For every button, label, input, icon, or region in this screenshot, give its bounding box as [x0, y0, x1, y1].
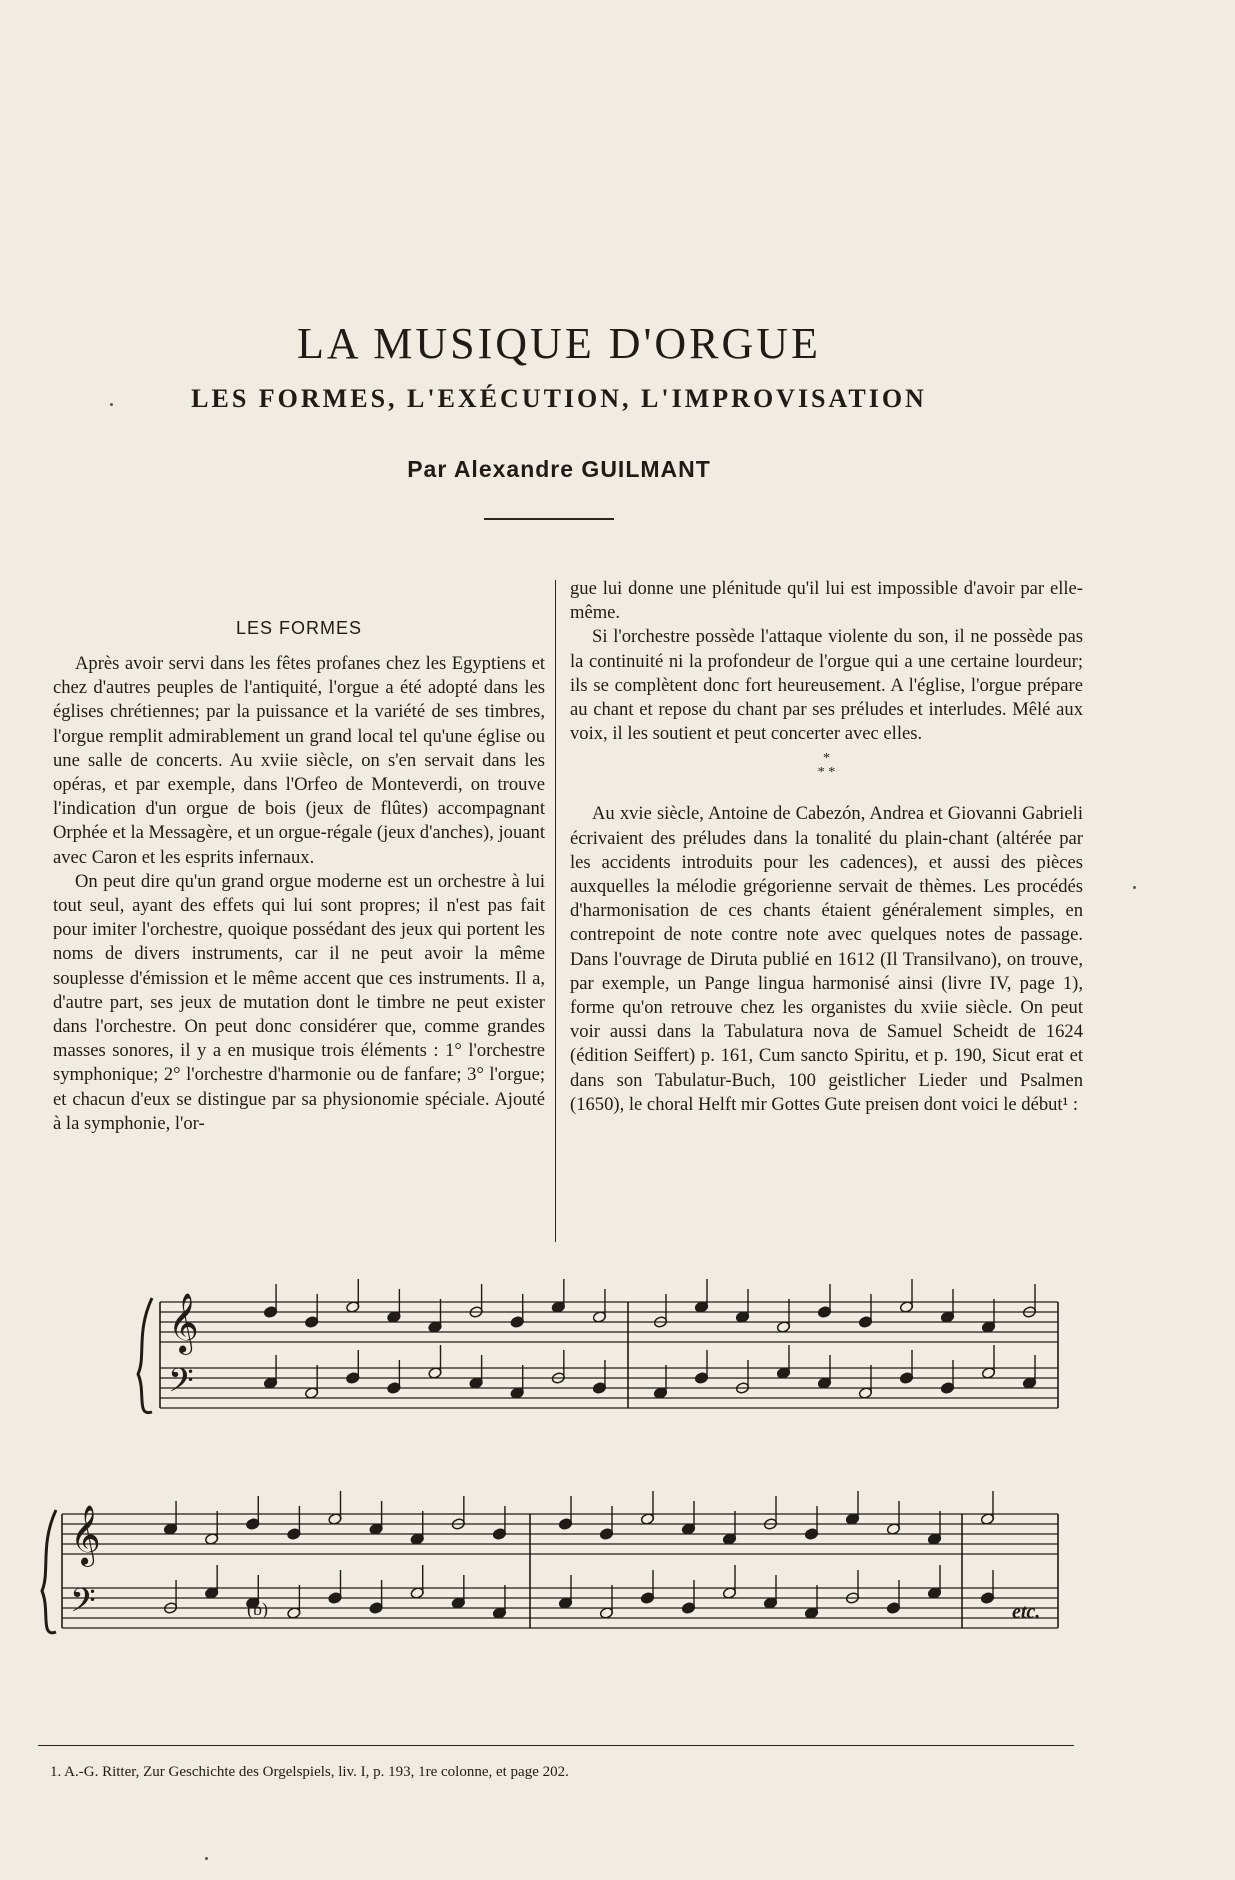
asterism-bottom: * * — [817, 765, 836, 781]
paper-speck — [205, 1857, 208, 1860]
right-column — [570, 577, 1083, 1117]
brace — [42, 1510, 56, 1633]
etc-label: etc. — [1012, 1601, 1041, 1623]
treble-clef: 𝄞 — [70, 1505, 101, 1565]
title-divider — [484, 518, 614, 520]
bass-clef: 𝄢 — [168, 1362, 194, 1408]
paper-speck — [110, 403, 113, 406]
section-heading: LES FORMES — [235, 618, 363, 638]
asterism-top: * — [823, 751, 830, 767]
bass-clef: 𝄢 — [70, 1582, 96, 1628]
treble-clef: 𝄞 — [168, 1293, 199, 1353]
music-score — [0, 1270, 1235, 1710]
author-byline: Par Alexandre GUILMANT — [407, 456, 711, 482]
paragraph: On peut dire qu'un grand orgue moderne est un orchestre à lui tout seul, ayant des effets qui lui sont propres; il n'est pas fait pour imiter l'orchestre, quoique possédant des jeux qui portent les noms de divers instruments, car il ne peut avoir la même souplesse d'émission et le même accent que ces instruments. Il a, d'autre part, ses jeux de mutation dont le timbre ne peut exister dans l'orchestre. On peut donc considérer que, comme grandes masses sonores, il y a en musique trois éléments : 1° l'orchestre symphonique; 2° l'orchestre d'harmonie ou de fanfare; 3° l'orgue; et chacun d'eux se distingue par sa physionomie spéciale. Ajouté à la symphonie, l'or- — [53, 870, 545, 1134]
paper-speck — [1133, 886, 1136, 889]
article-title: LA MUSIQUE D'ORGUE — [297, 319, 821, 368]
paragraph: Au xvie siècle, Antoine de Cabezón, Andrea et Giovanni Gabrieli écrivaient des préludes dans la tonalité du plain-chant (altérée par les accidents introduits pour les cadences), et aussi des pièces auxquelles la mélodie grégorienne servait de thèmes. Les procédés d'harmonisation de ces chants étaient généralement simples, en contrepoint de note contre note avec quelques notes de passage. Dans l'ouvrage de Diruta publié en 1612 (Il Transilvano), on trouve, par exemple, un Pange lingua harmonisé ainsi (livre IV, page 1), forme qu'on retrouve chez les organistes du xviie siècle. On peut voir aussi dans la Tabulatura nova de Samuel Scheidt de 1624 (édition Seiffert) p. 161, Cum sancto Spiritu, et p. 190, Sicut erat et dans son Tabulatur-Buch, 100 geistlicher Lieder und Psalmen (1650), le choral Helft mir Gottes Gute preisen dont voici le début¹ : — [570, 803, 1083, 1115]
article-subtitle: LES FORMES, L'EXÉCUTION, L'IMPROVISATION — [191, 384, 927, 413]
section-break-asterism — [570, 752, 1083, 780]
footnote: 1. A.-G. Ritter, Zur Geschichte des Orgelspiels, liv. I, p. 193, 1re colonne, et page 202. — [50, 1764, 569, 1780]
left-column — [53, 652, 545, 1136]
column-divider — [555, 580, 556, 1242]
flat-marking: (b) — [247, 1599, 268, 1619]
paragraph: Après avoir servi dans les fêtes profanes chez les Egyptiens et chez d'autres peuples de l'antiquité, l'orgue a été adopté dans les églises chrétiennes; par la puissance et la variété de ses timbres, l'orgue remplit admirablement un grand local tel qu'une église ou une salle de concerts. Au xviie siècle, on s'en servait dans les opéras, et par exemple, dans l'Orfeo de Monteverdi, on trouve l'indication d'un orgue de bois (jeux de flûtes) accompagnant Orphée et la Messagère, et un orgue-régale (jeux d'anches), jouant avec Caron et les esprits infernaux. — [53, 653, 545, 868]
paragraph: gue lui donne une plénitude qu'il lui est impossible d'avoir par elle-même. — [570, 578, 1083, 624]
footnote-divider — [38, 1745, 1074, 1746]
paragraph: Si l'orchestre possède l'attaque violente du son, il ne possède pas la continuité ni la profondeur de l'orgue qui a une certaine lourdeur; ils se complètent donc fort heureusement. A l'église, l'orgue prépare au chant et repose du chant par ses préludes et interludes. Mêlé aux voix, il les soutient et peut concerter avec elles. — [570, 626, 1083, 745]
brace — [138, 1298, 152, 1413]
